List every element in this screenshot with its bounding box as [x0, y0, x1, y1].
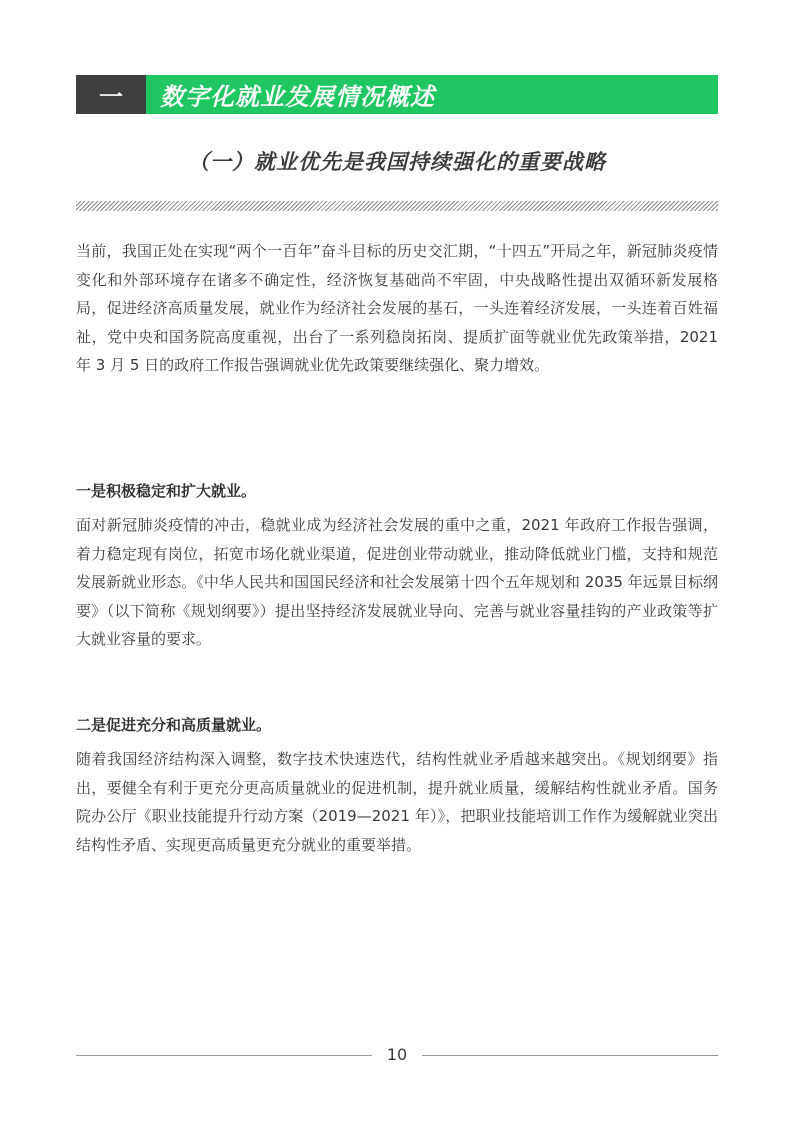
- subsection-title: （一）就业优先是我国持续强化的重要战略: [188, 150, 606, 174]
- section-number: 一: [76, 75, 146, 114]
- point-two-paragraph: 随着我国经济结构深入调整，数字技术快速迭代，结构性就业矛盾越来越突出。《规划纲要》指出，要健全有利于更充分更高质量就业的促进机制，提升就业质量，缓解结构性就业矛盾。国务院办公厅《职业技能提升行动方案（2019—2021 年）》，把职业技能培训工作作为缓解就业突出结构性矛盾、实现更高质量更充分就业的重要举措。: [76, 750, 718, 854]
- point-two-heading: 二是促进充分和高质量就业。: [76, 716, 272, 734]
- section-banner: [76, 75, 718, 114]
- footer-rule-left: [76, 1055, 372, 1056]
- point-one-paragraph: 面对新冠肺炎疫情的冲击，稳就业成为经济社会发展的重中之重，2021 年政府工作报告强调，着力稳定现有岗位，拓宽市场化就业渠道，促进创业带动就业，推动降低就业门槛，支持和规范发展新就业形态。《中华人民共和国国民经济和社会发展第十四个五年规划和 2035 年远景目标纲要》（以下简称《规划纲要》）提出坚持经济发展就业导向、完善与就业容量挂钩的产业政策等扩大就业容量的要求。: [76, 516, 718, 649]
- footer-rule-right: [422, 1055, 718, 1056]
- hatched-divider: [76, 201, 718, 211]
- page-number: 10: [386, 1045, 408, 1064]
- section-title: 数字化就业发展情况概述: [146, 75, 718, 114]
- point-one-heading: 一是积极稳定和扩大就业。: [76, 482, 257, 500]
- intro-paragraph: 当前，我国正处在实现“两个一百年”奋斗目标的历史交汇期，“十四五”开局之年，新冠肺炎疫情变化和外部环境存在诸多不确定性，经济恢复基础尚不牢固，中央战略性提出双循环新发展格局，促进经济高质量发展，就业作为经济社会发展的基石，一头连着经济发展，一头连着百姓福祉，党中央和国务院高度重视，出台了一系列稳岗拓岗、提质扩面等就业优先政策举措，2021 年 3 月 5 日的政府工作报告强调就业优先政策要继续强化、聚力增效。: [76, 242, 718, 375]
